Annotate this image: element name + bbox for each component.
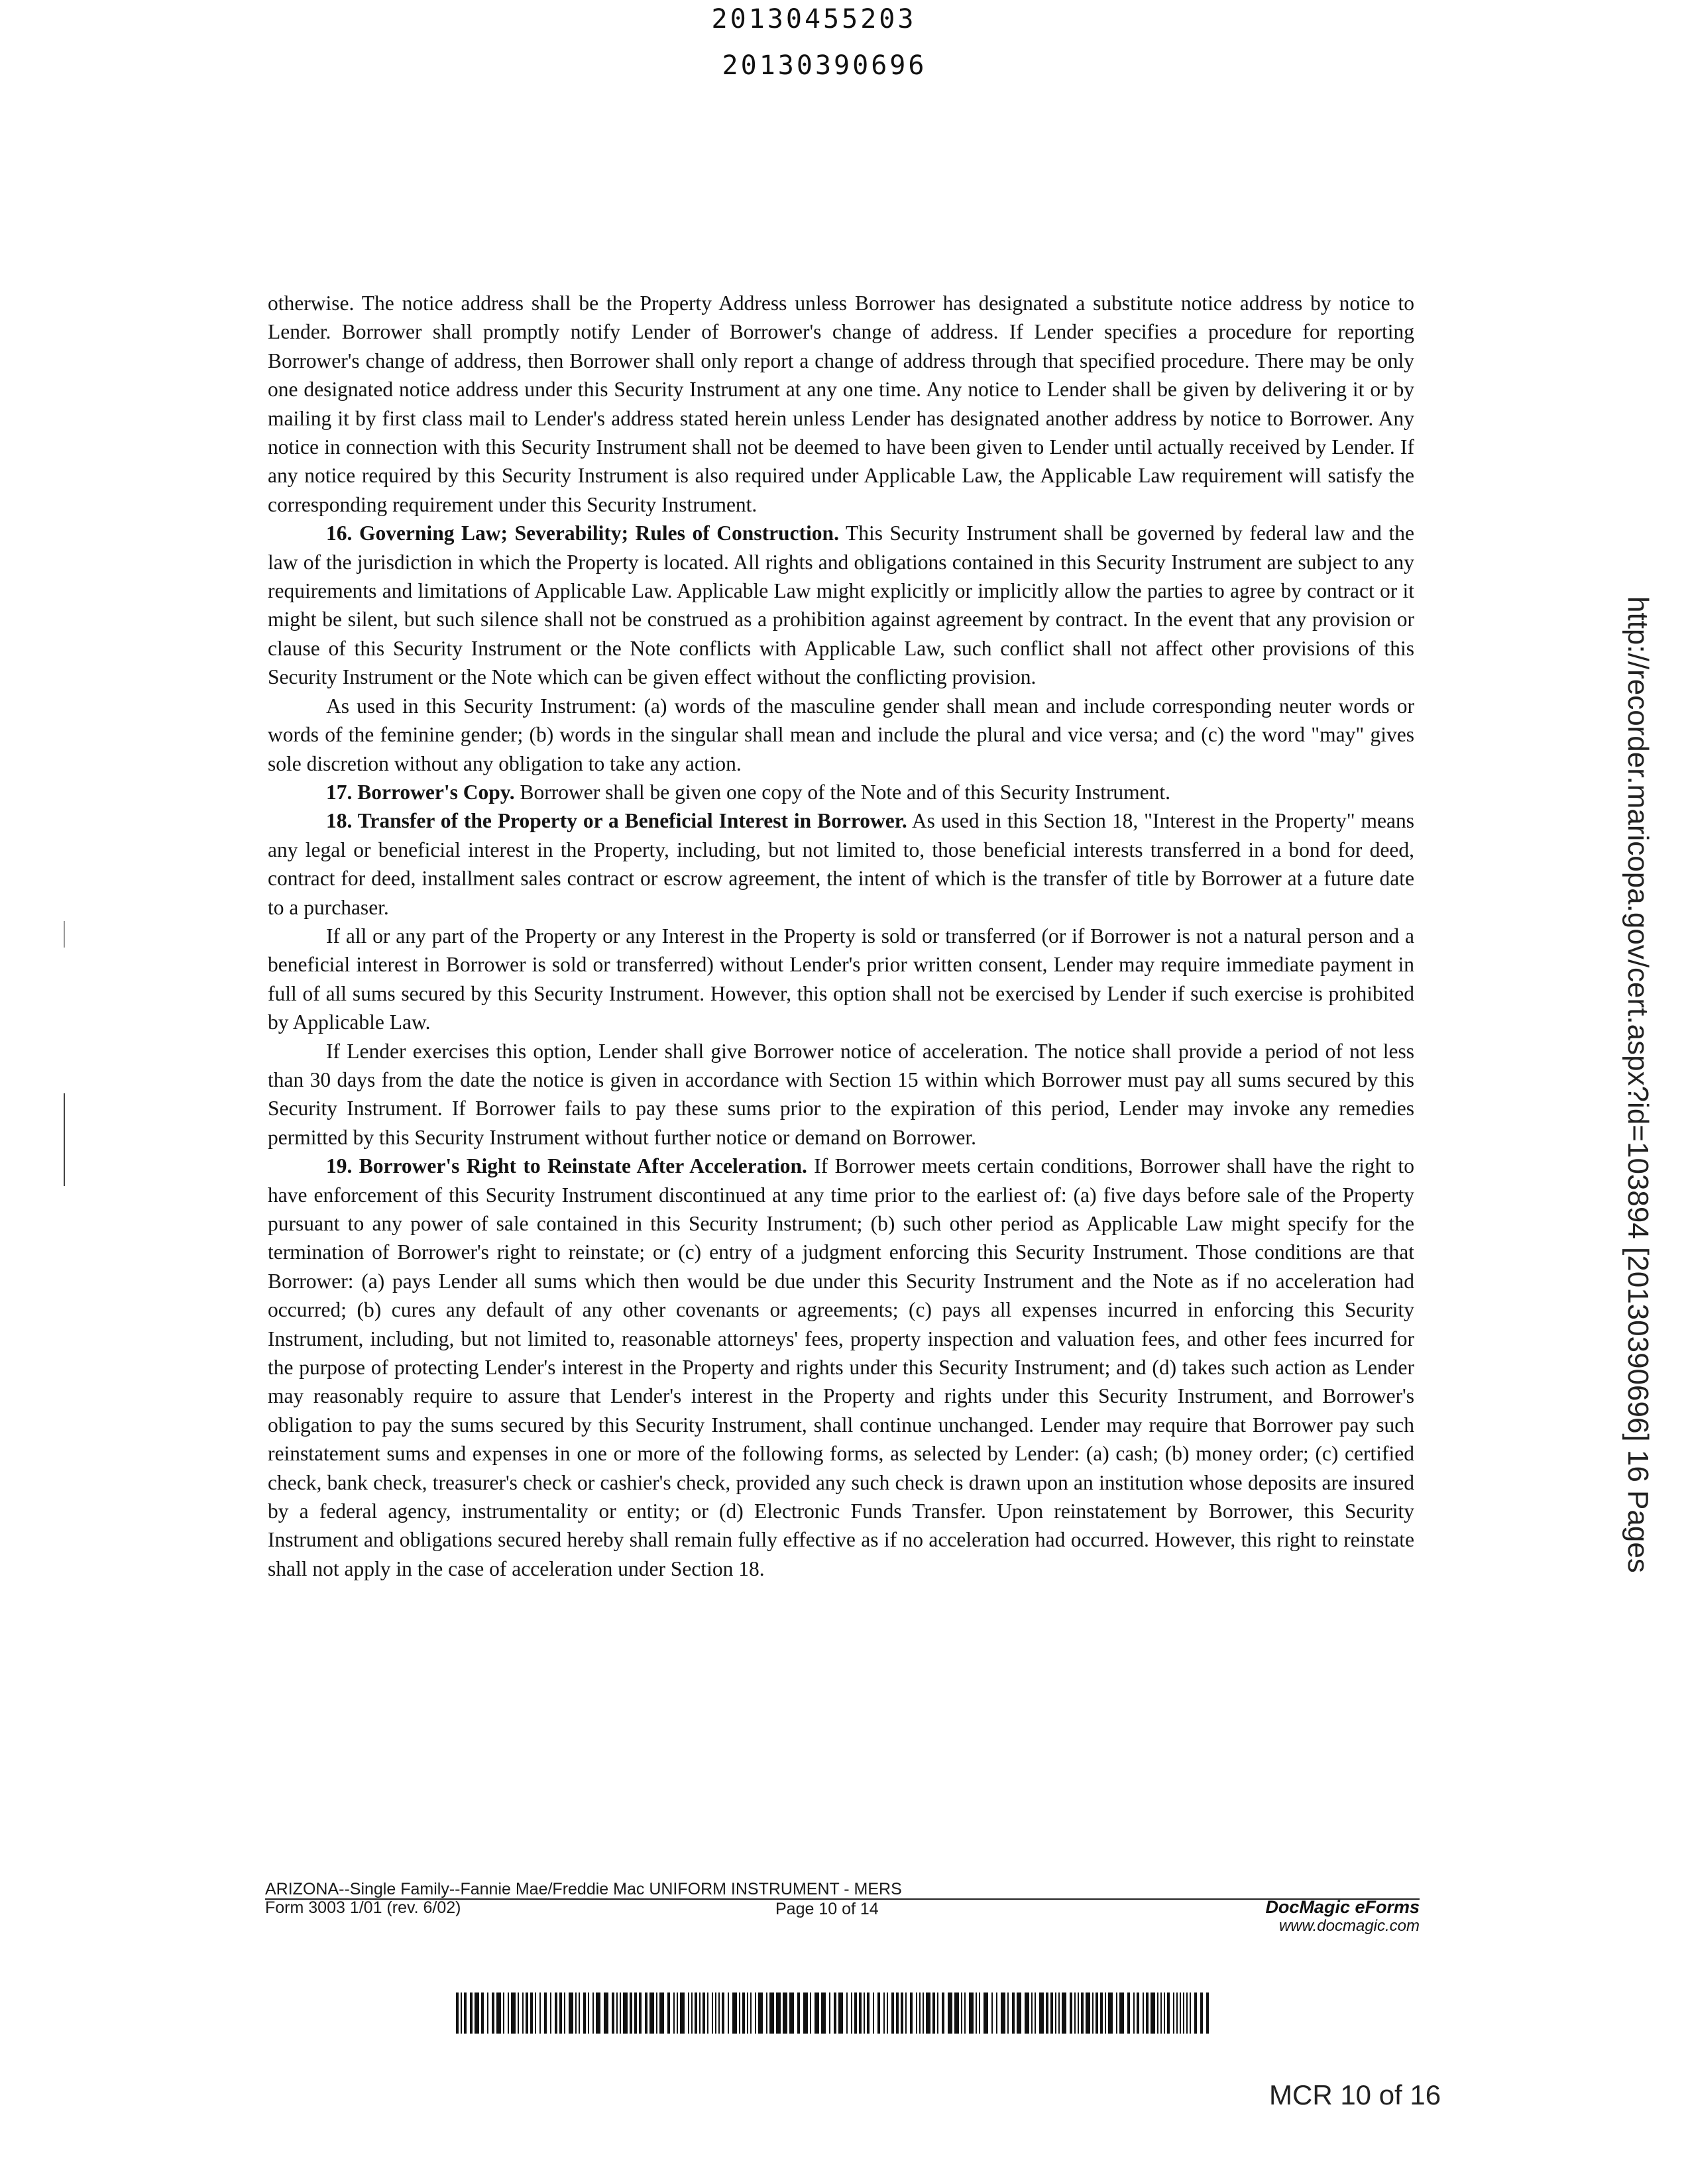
barcode-bar bbox=[797, 1993, 800, 2034]
barcode-bar bbox=[783, 1993, 787, 2034]
barcode-bar bbox=[877, 1993, 880, 2034]
barcode-bar bbox=[1133, 1993, 1135, 2034]
barcode-bar bbox=[964, 1993, 966, 2034]
barcode-bar bbox=[535, 1993, 536, 2034]
barcode-bar bbox=[919, 1993, 921, 2034]
barcode-bar bbox=[503, 1993, 504, 2034]
section-17-borrowers-copy bbox=[268, 778, 1414, 806]
barcode-bar bbox=[511, 1993, 516, 2034]
recorder-certification-url: http://recorder.maricopa.gov/cert.aspx?id=103894 [20130390696] 16 Pages bbox=[1622, 596, 1654, 1573]
barcode-bar bbox=[630, 1993, 632, 2034]
barcode-bar bbox=[1062, 1993, 1066, 2034]
barcode-bar bbox=[564, 1993, 565, 2034]
barcode-bar bbox=[645, 1993, 647, 2034]
barcode-bar bbox=[620, 1993, 621, 2034]
barcode-bar bbox=[649, 1993, 654, 2034]
barcode-bar bbox=[475, 1993, 479, 2034]
barcode-bar bbox=[810, 1993, 811, 2034]
paragraph-text: This Security Instrument shall be governed by federal law and the law of the jurisdiction in which the Property is located. All rights and obligations contained in this Security Instrument are subject to any requirements and limitations of Applicable Law. Applicable Law might explicitly or implicitly allow the parties to agree by contract or it might be silent, but such silence shall not be construed as a prohibition against agreement by contract. In the event that any provision or clause of this Security Instrument or the Note conflicts with Applicable Law, such conflict shall not affect other provisions of this Security Instrument or the Note which can be given effect without the conflicting provision. bbox=[268, 521, 1414, 689]
barcode-bar bbox=[592, 1993, 594, 2034]
barcode-bar bbox=[923, 1993, 924, 2034]
barcode-bar bbox=[1001, 1993, 1005, 2034]
barcode-bar bbox=[1055, 1993, 1056, 2034]
barcode-bar bbox=[699, 1993, 701, 2034]
docmagic-logo bbox=[1213, 1897, 1420, 1936]
barcode-bar bbox=[1186, 1993, 1188, 2034]
paragraph-text: If Borrower meets certain conditions, Borrower shall have the right to have enforcement of this Security Instrument discontinued at any time prior to the earliest of: (a) five days before sale of the Property pursuant to any power of sale contained in this Security Instrument; (b) such other period as Applicable Law might specify for the termination of Borrower's right to reinstate; or (c) entry of a judgment enforcing this Security Instrument. Those conditions are that Borrower: (a) pays Lender all sums which then would be due under this Security Instrument and the Note as if no acceleration had occurred; (b) cures any default of any other covenants or agreements; (c) pays all expenses incurred in enforcing this Security Instrument, including, but not limited to, reasonable attorneys' fees, property inspection and valuation fees, and other fees incurred for the purpose of protecting Lender's interest in the Property and rights under this Security Instrument; and (d) takes such action as Lender may reasonably require to assure that Lender's interest in the Property and rights under this Security Instrument, and Borrower's obligation to pay the sums secured by this Security Instrument, shall continue unchanged. Lender may require that Borrower pay such reinstatement sums and expenses in one or more of the following forms, as selected by Lender: (a) cash; (b) money order; (c) certified check, bank check, treasurer's check or cashier's check, provided any such check is drawn upon an institution whose deposits are insured by a federal agency, instrumentality or entity; or (d) Electronic Funds Transfer. Upon reinstatement by Borrower, this Security Instrument and obligations secured hereby shall remain fully effective as if no acceleration had occurred. However, this right to reinstate shall not apply in the case of acceleration under Section 18. bbox=[268, 1154, 1414, 1580]
barcode-bar bbox=[1092, 1993, 1094, 2034]
barcode-bar bbox=[916, 1993, 917, 2034]
barcode-bar bbox=[1025, 1993, 1029, 2034]
barcode-bar bbox=[1007, 1993, 1009, 2034]
barcode-bar bbox=[588, 1993, 589, 2034]
recording-number-secondary: 20130390696 bbox=[722, 50, 927, 81]
barcode-bar bbox=[883, 1993, 885, 2034]
document-body bbox=[268, 289, 1414, 1583]
barcode-bar bbox=[1046, 1993, 1048, 2034]
barcode-bar bbox=[575, 1993, 577, 2034]
barcode-bar bbox=[829, 1993, 830, 2034]
barcode-bar bbox=[1096, 1993, 1098, 2034]
barcode-bar bbox=[680, 1993, 685, 2034]
paragraph-text: If all or any part of the Property or any Interest in the Property is sold or transferred (or if Borrower is not a natural person and a beneficial interest in Borrower is sold or transferred) without Lender's prior written consent, Lender may require immediate payment in full of all sums secured by this Security Instrument. However, this option shall not be exercised by Lender if such exercise is prohibited by Applicable Law. bbox=[268, 924, 1414, 1034]
paragraph-notice-continuation bbox=[268, 289, 1414, 519]
page-number: Page 10 of 14 bbox=[775, 1900, 879, 1918]
barcode-bar bbox=[691, 1993, 693, 2034]
barcode-bar bbox=[715, 1993, 716, 2034]
barcode-bar bbox=[487, 1993, 488, 2034]
barcode-bar bbox=[948, 1993, 952, 2034]
barcode-bar bbox=[976, 1993, 977, 2034]
barcode-bar bbox=[583, 1993, 586, 2034]
barcode-bar bbox=[1183, 1993, 1184, 2034]
form-title-line: ARIZONA--Single Family--Fannie Mae/Freddie Mac UNIFORM INSTRUMENT - MERS bbox=[265, 1880, 902, 1898]
barcode-bar bbox=[969, 1993, 974, 2034]
barcode-bar bbox=[1050, 1993, 1053, 2034]
barcode-bar bbox=[732, 1993, 737, 2034]
barcode-bar bbox=[937, 1993, 938, 2034]
barcode-bar bbox=[526, 1993, 528, 2034]
paragraph-text: otherwise. The notice address shall be the Property Address unless Borrower has designated a substitute notice address by notice to Lender. Borrower shall promptly notify Lender of Borrower's change of address. If Lender specifies a procedure for reporting Borrower's change of address, then Borrower shall only report a change of address through that specified procedure. There may be only one designated notice address under this Security Instrument at any one time. Any notice to Lender shall be given by delivering it or by mailing it by first class mail to Lender's address stated herein unless Lender has designated another address by notice to Borrower. Any notice in connection with this Security Instrument shall not be deemed to have been given to Lender until actually received by Lender. If any notice required by this Security Instrument is also required under Applicable Law, the Applicable Law requirement will satisfy the corresponding requirement under this Security Instrument. bbox=[268, 292, 1414, 516]
barcode-bar bbox=[616, 1993, 618, 2034]
barcode-bar bbox=[1167, 1993, 1170, 2034]
barcode-bar bbox=[596, 1993, 600, 2034]
barcode-bar bbox=[838, 1993, 843, 2034]
barcode-bar bbox=[461, 1993, 462, 2034]
barcode-bar bbox=[1012, 1993, 1015, 2034]
barcode-bar bbox=[1031, 1993, 1033, 2034]
barcode-bar bbox=[1143, 1993, 1144, 2034]
section-heading: 19. Borrower's Right to Reinstate After Acceleration. bbox=[326, 1154, 807, 1178]
barcode-bar bbox=[859, 1993, 862, 2034]
barcode-bar bbox=[522, 1993, 524, 2034]
form-number: Form 3003 1/01 (rev. 6/02) bbox=[265, 1898, 461, 1917]
barcode-bar bbox=[1078, 1993, 1079, 2034]
barcode-image bbox=[456, 1993, 1213, 2034]
barcode-bar bbox=[996, 1993, 997, 2034]
paragraph-construction-rules bbox=[268, 692, 1414, 778]
barcode-bar bbox=[702, 1993, 705, 2034]
barcode-bar bbox=[464, 1993, 467, 2034]
barcode-bar bbox=[470, 1993, 473, 2034]
barcode-bar bbox=[728, 1993, 729, 2034]
barcode-bar bbox=[776, 1993, 781, 2034]
barcode-bar bbox=[758, 1993, 763, 2034]
barcode-bar bbox=[1157, 1993, 1158, 2034]
barcode-bar bbox=[518, 1993, 519, 2034]
paragraph-text: Borrower shall be given one copy of the Note and of this Security Instrument. bbox=[514, 780, 1171, 804]
section-18-transfer bbox=[268, 806, 1414, 922]
barcode-bar bbox=[688, 1993, 689, 2034]
barcode-bar bbox=[639, 1993, 642, 2034]
barcode-bar bbox=[1100, 1993, 1103, 2034]
barcode-bar bbox=[789, 1993, 794, 2034]
mcr-page-counter: MCR 10 of 16 bbox=[1269, 2079, 1441, 2110]
brand-url: www.docmagic.com bbox=[1278, 1917, 1420, 1935]
recording-number-primary: 20130455203 bbox=[711, 4, 917, 34]
barcode-bar bbox=[659, 1993, 664, 2034]
section-heading: 18. Transfer of the Property or a Beneficial Interest in Borrower. bbox=[326, 809, 907, 833]
barcode-bar bbox=[750, 1993, 752, 2034]
barcode-bar bbox=[579, 1993, 580, 2034]
barcode-bar bbox=[1105, 1993, 1106, 2034]
barcode-bar bbox=[851, 1993, 852, 2034]
barcode-bar bbox=[846, 1993, 848, 2034]
barcode-bar bbox=[667, 1993, 670, 2034]
barcode-bar bbox=[1119, 1993, 1124, 2034]
barcode-bar bbox=[887, 1993, 888, 2034]
barcode-bar bbox=[1035, 1993, 1036, 2034]
barcode-bar bbox=[755, 1993, 756, 2034]
barcode-bar bbox=[1058, 1993, 1060, 2034]
barcode-bar bbox=[896, 1993, 899, 2034]
barcode-bar bbox=[712, 1993, 713, 2034]
barcode-bar bbox=[1173, 1993, 1174, 2034]
barcode-bar bbox=[481, 1993, 484, 2034]
barcode-bar bbox=[954, 1993, 959, 2034]
barcode-bar bbox=[854, 1993, 857, 2034]
section-heading: 17. Borrower's Copy. bbox=[326, 780, 515, 804]
barcode-bar bbox=[550, 1993, 551, 2034]
barcode-bar bbox=[1164, 1993, 1165, 2034]
barcode-bar bbox=[864, 1993, 865, 2034]
barcode-bar bbox=[821, 1993, 826, 2034]
barcode-bar bbox=[901, 1993, 903, 2034]
barcode-bar bbox=[695, 1993, 697, 2034]
barcode-bar bbox=[604, 1993, 608, 2034]
barcode-bar bbox=[508, 1993, 509, 2034]
barcode-bar bbox=[1200, 1993, 1203, 2034]
scan-artifact-mark bbox=[64, 1093, 65, 1186]
barcode-bar bbox=[555, 1993, 557, 2034]
barcode-bar bbox=[1180, 1993, 1181, 2034]
barcode-bar bbox=[539, 1993, 541, 2034]
barcode-bar bbox=[739, 1993, 740, 2034]
barcode-bar bbox=[707, 1993, 708, 2034]
barcode-bar bbox=[718, 1993, 720, 2034]
barcode-bar bbox=[1206, 1993, 1209, 2034]
barcode-bar bbox=[1160, 1993, 1162, 2034]
barcode-bar bbox=[834, 1993, 836, 2034]
barcode-bar bbox=[656, 1993, 657, 2034]
barcode-bar bbox=[559, 1993, 562, 2034]
barcode-bar bbox=[867, 1993, 870, 2034]
barcode-bar bbox=[1017, 1993, 1021, 2034]
barcode-bar bbox=[1127, 1993, 1130, 2034]
section-19-reinstate bbox=[268, 1152, 1414, 1583]
barcode-bar bbox=[932, 1993, 935, 2034]
paragraph-transfer-consent bbox=[268, 922, 1414, 1037]
barcode-bar bbox=[1176, 1993, 1178, 2034]
barcode-bar bbox=[769, 1993, 774, 2034]
barcode-bar bbox=[1194, 1993, 1197, 2034]
barcode-bar bbox=[942, 1993, 944, 2034]
barcode-bar bbox=[1146, 1993, 1149, 2034]
barcode-bar bbox=[1151, 1993, 1155, 2034]
barcode-bar bbox=[747, 1993, 748, 2034]
paragraph-acceleration-notice bbox=[268, 1037, 1414, 1152]
barcode-bar bbox=[905, 1993, 907, 2034]
barcode-bar bbox=[673, 1993, 675, 2034]
barcode-bar bbox=[961, 1993, 962, 2034]
brand-name: DocMagic eForms bbox=[1265, 1897, 1420, 1917]
barcode-bar bbox=[873, 1993, 874, 2034]
barcode-bar bbox=[634, 1993, 637, 2034]
section-16-governing-law bbox=[268, 519, 1414, 691]
barcode-bar bbox=[1039, 1993, 1044, 2034]
barcode-bar bbox=[1086, 1993, 1090, 2034]
barcode-bar bbox=[803, 1993, 808, 2034]
barcode-bar bbox=[1070, 1993, 1072, 2034]
barcode-bar bbox=[623, 1993, 628, 2034]
barcode-bar bbox=[1081, 1993, 1084, 2034]
barcode-bar bbox=[742, 1993, 745, 2034]
barcode-bar bbox=[926, 1993, 930, 2034]
barcode-bar bbox=[979, 1993, 980, 2034]
barcode-bar bbox=[815, 1993, 819, 2034]
barcode-bar bbox=[910, 1993, 913, 2034]
barcode-bar bbox=[677, 1993, 678, 2034]
barcode-bar bbox=[496, 1993, 501, 2034]
barcode-bar bbox=[991, 1993, 993, 2034]
barcode-bar bbox=[984, 1993, 988, 2034]
barcode-bar bbox=[612, 1993, 614, 2034]
barcode-bar bbox=[891, 1993, 894, 2034]
barcode-bar bbox=[766, 1993, 767, 2034]
barcode-bar bbox=[1137, 1993, 1139, 2034]
barcode-bar bbox=[722, 1993, 724, 2034]
barcode-bar bbox=[569, 1993, 573, 2034]
paragraph-text: As used in this Security Instrument: (a) words of the masculine gender shall mean and include corresponding neuter words or words of the feminine gender; (b) words in the singular shall mean and include the plural and vice versa; and (c) the word "may" gives sole discretion without any obligation to take any action. bbox=[268, 694, 1414, 775]
paragraph-text: If Lender exercises this option, Lender shall give Borrower notice of acceleration. The notice shall provide a period of not less than 30 days from the date the notice is given in accordance with Section 15 within which Borrower must pay all sums secured by this Security Instrument. If Borrower fails to pay these sums prior to the expiration of this period, Lender may invoke any remedies permitted by this Security Instrument without further notice or demand on Borrower. bbox=[268, 1039, 1414, 1149]
barcode-bar bbox=[456, 1993, 459, 2034]
scan-artifact-mark bbox=[64, 921, 65, 948]
paragraph-text: As used in this Section 18, "Interest in the Property" means any legal or beneficial interest in the Property, including, but not limited to, those beneficial interests transferred in a bond for deed, contract for deed, installment sales contract or escrow agreement, the intent of which is the transfer of title by Borrower at a future date to a purchaser. bbox=[268, 809, 1414, 919]
barcode-bar bbox=[492, 1993, 494, 2034]
section-heading: 16. Governing Law; Severability; Rules of Construction. bbox=[326, 521, 839, 545]
barcode-bar bbox=[1074, 1993, 1076, 2034]
barcode-bar bbox=[544, 1993, 547, 2034]
barcode-bar bbox=[1116, 1993, 1117, 2034]
barcode-bar bbox=[530, 1993, 533, 2034]
barcode-bar bbox=[1190, 1993, 1191, 2034]
barcode-bar bbox=[1108, 1993, 1113, 2034]
